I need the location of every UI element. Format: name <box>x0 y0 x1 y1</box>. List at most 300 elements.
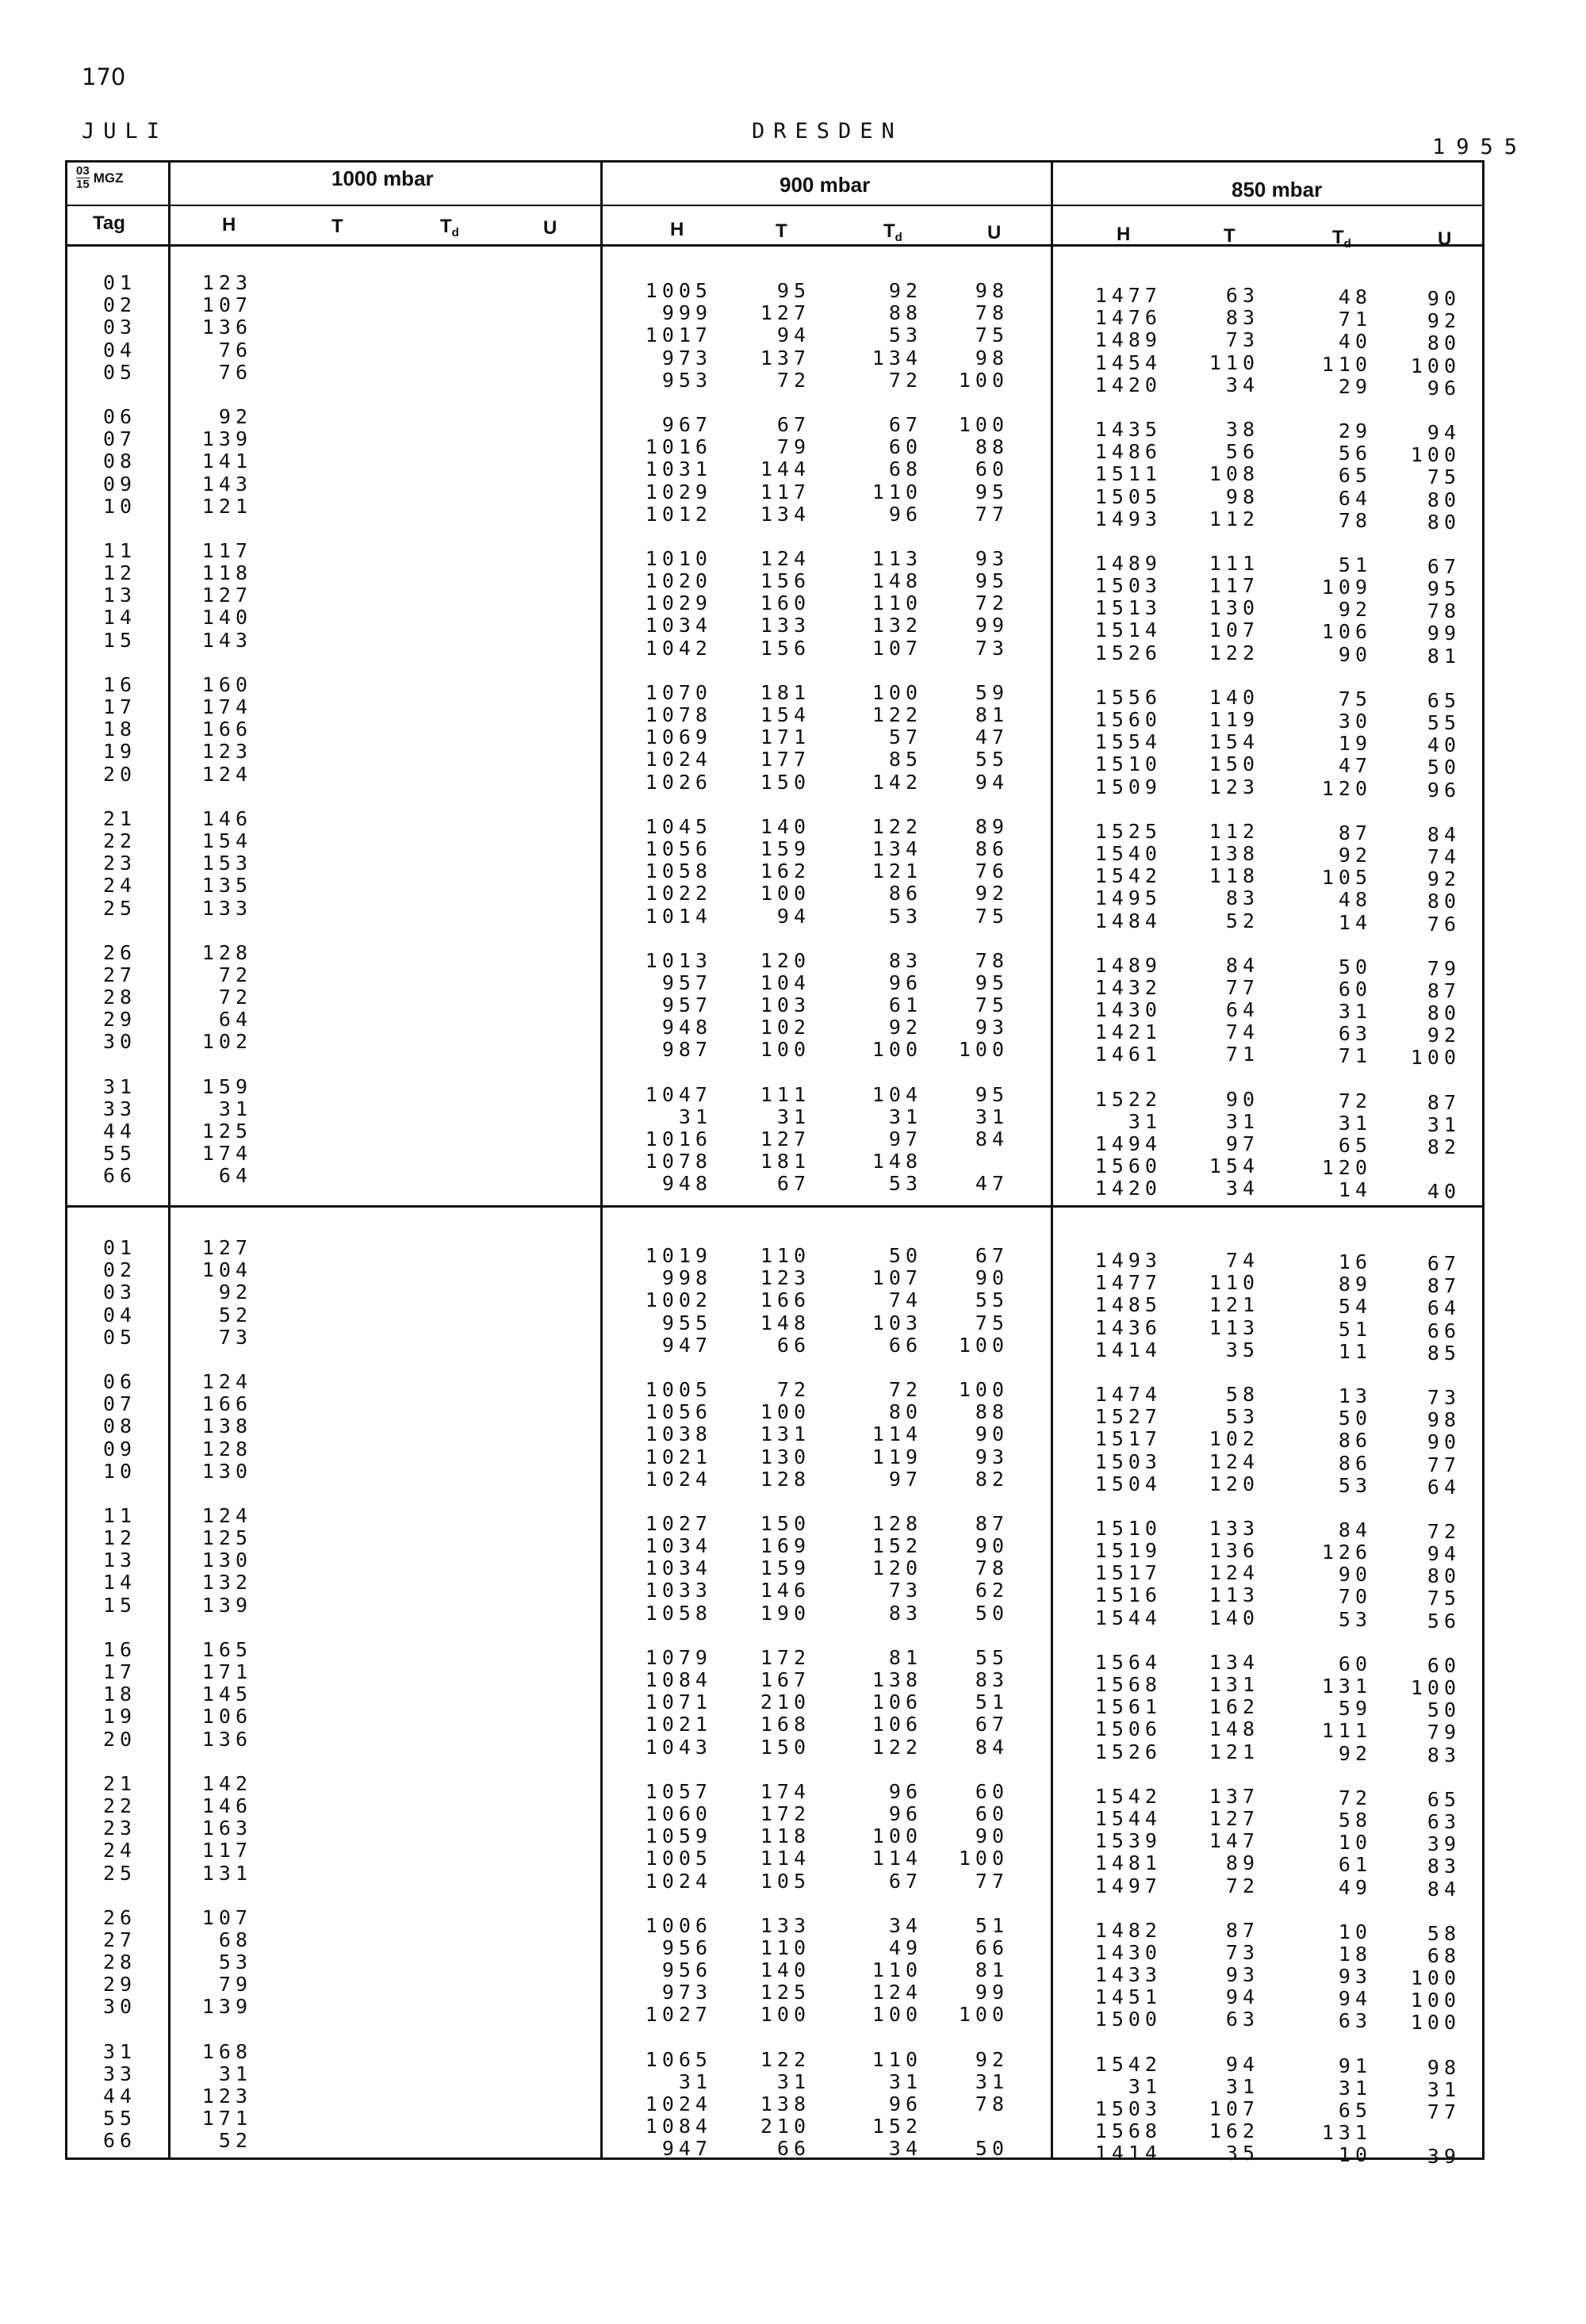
t850-column <box>1209 1250 1259 2165</box>
u850-cell: 67 <box>1427 554 1461 578</box>
h900-cell: 1012 <box>645 502 712 526</box>
h850-cell: 1414 <box>1094 2142 1162 2165</box>
day-cell: 14 <box>103 606 137 630</box>
u900-cell: 90 <box>975 1422 1009 1446</box>
u900-cell: 87 <box>975 1511 1009 1535</box>
u900-cell: 81 <box>975 703 1009 726</box>
t900-cell: 95 <box>776 279 810 302</box>
day-cell: 30 <box>103 1995 137 2019</box>
u900-cell: 75 <box>975 904 1009 928</box>
u850-cell: 73 <box>1427 1385 1461 1409</box>
h900-cell: 1033 <box>645 1579 712 1602</box>
td850-cell: 106 <box>1321 620 1372 644</box>
t850-cell: 148 <box>1209 1717 1259 1741</box>
td850-cell: 72 <box>1338 1786 1372 1809</box>
u850-cell: 100 <box>1410 443 1461 467</box>
td900-cell: 148 <box>872 569 922 593</box>
h-header-850: H <box>1117 224 1131 245</box>
td850-cell: 50 <box>1338 955 1372 978</box>
h850-cell: 1430 <box>1094 998 1162 1022</box>
day-cell: 13 <box>103 1549 137 1572</box>
h850-cell: 1517 <box>1094 1427 1162 1451</box>
td850-cell: 126 <box>1321 1541 1372 1564</box>
h1000-cell: 171 <box>201 1660 252 1683</box>
h850-cell: 1489 <box>1094 328 1162 352</box>
h900-cell: 1034 <box>645 1534 712 1558</box>
day-cell: 16 <box>103 672 137 696</box>
u900-cell: 92 <box>975 882 1009 905</box>
t850-cell: 34 <box>1225 1177 1259 1200</box>
day-cell: 04 <box>103 338 137 362</box>
td850-cell: 11 <box>1338 1339 1372 1363</box>
h850-cell: 1513 <box>1094 596 1162 620</box>
u900-cell: 67 <box>975 1713 1009 1736</box>
day-cell: 44 <box>103 2085 137 2108</box>
u900-cell: 94 <box>975 770 1009 794</box>
td900-cell: 114 <box>872 1847 922 1870</box>
t900-cell: 111 <box>760 1082 810 1106</box>
t900-cell: 110 <box>760 1244 810 1267</box>
t850-cell: 108 <box>1209 462 1259 486</box>
h900-cell: 1002 <box>645 1288 712 1312</box>
h850-cell: 1489 <box>1094 551 1162 575</box>
td900-cell: 53 <box>888 1172 922 1196</box>
td900-cell: 34 <box>888 1913 922 1937</box>
t900-cell: 172 <box>760 1801 810 1825</box>
h900-cell: 957 <box>661 971 712 994</box>
u900-cell: 93 <box>975 1445 1009 1468</box>
u900-cell: 100 <box>958 1038 1009 1062</box>
h900-cell: 1079 <box>645 1645 712 1669</box>
u850-cell: 100 <box>1410 1046 1461 1070</box>
day-cell: 03 <box>103 316 137 339</box>
h900-cell: 947 <box>661 1333 712 1357</box>
u900-cell: 55 <box>975 1645 1009 1669</box>
h1000-cell: 136 <box>201 1727 252 1751</box>
h850-cell: 1509 <box>1094 775 1162 798</box>
u850-cell: 39 <box>1427 1832 1461 1856</box>
u850-cell: 40 <box>1427 1180 1461 1204</box>
t-header-1000: T <box>331 216 343 237</box>
u850-cell: 94 <box>1427 420 1461 444</box>
u850-cell: 80 <box>1427 1564 1461 1588</box>
td850-cell: 92 <box>1338 843 1372 867</box>
td850-cell: 131 <box>1321 2121 1372 2145</box>
t900-cell: 190 <box>760 1601 810 1625</box>
day-cell: 33 <box>103 2062 137 2085</box>
td900-cell: 110 <box>872 2047 922 2071</box>
h1000-cell: 159 <box>201 1074 252 1098</box>
h900-column <box>646 280 712 1196</box>
t900-cell: 162 <box>760 860 810 883</box>
h1000-cell: 117 <box>201 538 252 562</box>
td850-cell: 91 <box>1338 2054 1372 2077</box>
t900-cell: 125 <box>760 1981 810 2004</box>
h900-cell: 1034 <box>645 1556 712 1580</box>
t900-cell: 127 <box>760 301 810 325</box>
t900-cell: 72 <box>776 1377 810 1401</box>
t900-cell: 146 <box>760 1579 810 1602</box>
h850-cell: 1560 <box>1094 708 1162 731</box>
td900-cell: 96 <box>888 502 922 526</box>
h900-cell: 1038 <box>645 1422 712 1446</box>
day-cell: 29 <box>103 1973 137 1997</box>
u900-cell: 92 <box>975 2047 1009 2071</box>
t850-cell: 72 <box>1225 1874 1259 1897</box>
td850-column <box>1322 1251 1372 2167</box>
t850-cell: 118 <box>1209 864 1259 888</box>
td850-cell: 75 <box>1338 687 1372 710</box>
h850-cell: 1486 <box>1094 440 1162 464</box>
day-cell: 05 <box>103 360 137 384</box>
u850-cell: 100 <box>1410 1676 1461 1699</box>
t850-cell: 71 <box>1225 1043 1259 1066</box>
t850-cell: 107 <box>1209 2097 1259 2120</box>
h850-cell: 1494 <box>1094 1132 1162 1155</box>
t850-cell: 122 <box>1209 641 1259 664</box>
h850-cell: 1476 <box>1094 306 1162 330</box>
h900-cell: 987 <box>661 1038 712 1062</box>
u900-cell: 60 <box>975 1801 1009 1825</box>
day-cell: 55 <box>103 2107 137 2131</box>
u900-cell: 55 <box>975 1288 1009 1312</box>
t850-cell: 121 <box>1209 1293 1259 1317</box>
u900-cell: 77 <box>975 1869 1009 1893</box>
h900-cell: 956 <box>661 1935 712 1959</box>
u900-cell: 75 <box>975 994 1009 1017</box>
h850-cell: 1500 <box>1094 2008 1162 2031</box>
t850-cell: 117 <box>1209 574 1259 598</box>
td-header-900: $T_d$ <box>883 220 902 244</box>
t850-cell: 35 <box>1225 1338 1259 1361</box>
td850-cell: 31 <box>1338 1111 1372 1135</box>
td900-cell: 49 <box>888 1935 922 1959</box>
t850-cell: 63 <box>1225 284 1259 307</box>
t900-cell: 102 <box>760 1016 810 1039</box>
days-column <box>103 272 136 1188</box>
h1000-cell: 127 <box>201 1236 252 1259</box>
td850-cell: 92 <box>1338 1741 1372 1765</box>
t850-cell: 112 <box>1209 507 1259 530</box>
td850-cell: 60 <box>1338 977 1372 1001</box>
days-column <box>103 1237 136 2153</box>
h900-cell: 1027 <box>645 2003 712 2027</box>
t900-cell: 166 <box>760 1288 810 1312</box>
h1000-cell: 143 <box>201 628 252 652</box>
day-cell: 17 <box>103 1660 137 1683</box>
h1000-cell: 107 <box>201 293 252 317</box>
td850-cell: 72 <box>1338 1089 1372 1112</box>
u850-cell: 66 <box>1427 1319 1461 1342</box>
h850-cell: 1477 <box>1094 284 1162 307</box>
h1000-cell: 31 <box>218 1097 252 1120</box>
h900-cell: 1059 <box>645 1824 712 1848</box>
h900-cell: 1021 <box>645 1713 712 1736</box>
td900-cell: 114 <box>872 1422 922 1446</box>
h900-cell: 1065 <box>645 2047 712 2071</box>
h1000-cell: 143 <box>201 472 252 496</box>
u900-cell: 99 <box>975 614 1009 637</box>
td850-cell: 31 <box>1338 2076 1372 2100</box>
h850-cell: 1542 <box>1094 864 1162 888</box>
t850-cell: 74 <box>1225 1249 1259 1272</box>
u900-cell: 99 <box>975 1981 1009 2004</box>
h900-cell: 1014 <box>645 904 712 928</box>
day-cell: 28 <box>103 986 137 1009</box>
td850-cell: 65 <box>1338 2099 1372 2122</box>
t850-cell: 73 <box>1225 328 1259 352</box>
t900-cell: 140 <box>760 1958 810 1982</box>
h1000-cell: 146 <box>201 806 252 830</box>
td850-cell: 47 <box>1338 754 1372 778</box>
u900-cell: 55 <box>975 748 1009 771</box>
td900-cell: 73 <box>888 1579 922 1602</box>
td900-cell: 100 <box>872 1038 922 1062</box>
td900-cell: 132 <box>872 614 922 637</box>
u850-cell: 65 <box>1427 688 1461 712</box>
h850-cell: 1544 <box>1094 1606 1162 1629</box>
day-cell: 13 <box>103 584 137 607</box>
h1000-cell: 139 <box>201 1995 252 2019</box>
day-cell: 66 <box>103 2129 137 2153</box>
day-cell: 15 <box>103 628 137 652</box>
u850-cell: 56 <box>1427 1609 1461 1633</box>
t900-cell: 94 <box>776 324 810 347</box>
h850-cell: 1511 <box>1094 462 1162 486</box>
td850-cell: 53 <box>1338 1607 1372 1631</box>
h1000-cell: 154 <box>201 829 252 852</box>
u900-cell: 95 <box>975 971 1009 994</box>
td900-cell: 53 <box>888 904 922 928</box>
h900-cell: 1026 <box>645 770 712 794</box>
tag-header: Tag <box>93 212 125 234</box>
t900-cell: 156 <box>760 569 810 593</box>
day-cell: 09 <box>103 1437 137 1461</box>
td850-cell: 53 <box>1338 1473 1372 1497</box>
day-cell: 20 <box>103 762 137 786</box>
td900-cell: 113 <box>872 546 922 570</box>
h850-cell: 1497 <box>1094 1874 1162 1897</box>
h850-cell: 1420 <box>1094 373 1162 396</box>
h1000-cell: 121 <box>201 494 252 518</box>
t900-cell: 156 <box>760 636 810 660</box>
t900-cell: 100 <box>760 882 810 905</box>
u900-cell: 93 <box>975 1016 1009 1039</box>
t850-cell: 87 <box>1225 1918 1259 1942</box>
h900-cell: 1057 <box>645 1779 712 1803</box>
h900-cell: 1005 <box>645 1847 712 1870</box>
day-cell: 29 <box>103 1008 137 1032</box>
h900-cell: 1013 <box>645 948 712 972</box>
td900-cell: 138 <box>872 1668 922 1691</box>
h-header-1000: H <box>222 214 236 235</box>
day-cell: 10 <box>103 1459 137 1483</box>
t900-cell: 154 <box>760 703 810 726</box>
u850-cell: 67 <box>1427 1252 1461 1275</box>
u900-cell: 100 <box>958 1333 1009 1357</box>
td850-cell: 19 <box>1338 732 1372 756</box>
u850-cell: 84 <box>1427 822 1461 846</box>
h850-column <box>1095 1250 1162 2165</box>
h850-cell: 1506 <box>1094 1717 1162 1741</box>
h1000-cell: 72 <box>218 963 252 986</box>
h900-cell: 1045 <box>645 814 712 838</box>
t900-cell: 140 <box>760 814 810 838</box>
h850-cell: 1505 <box>1094 484 1162 508</box>
td850-cell: 61 <box>1338 1853 1372 1877</box>
t850-cell: 138 <box>1209 841 1259 865</box>
td850-cell: 10 <box>1338 1831 1372 1855</box>
td850-cell: 86 <box>1338 1451 1372 1475</box>
h900-cell: 1016 <box>645 435 712 459</box>
td900-cell: 67 <box>888 412 922 436</box>
h850-cell: 1510 <box>1094 752 1162 776</box>
td850-cell: 48 <box>1338 888 1372 912</box>
h1000-cell: 135 <box>201 874 252 898</box>
td900-cell: 31 <box>888 1105 922 1128</box>
td850-cell: 10 <box>1338 2143 1372 2167</box>
h1000-cell: 146 <box>201 1794 252 1817</box>
td900-column <box>872 1245 922 2161</box>
td900-cell: 107 <box>872 636 922 660</box>
h900-cell: 1042 <box>645 636 712 660</box>
day-cell: 18 <box>103 718 137 741</box>
u850-cell: 87 <box>1427 978 1461 1002</box>
u900-cell <box>959 1151 1009 1173</box>
u900-cell: 100 <box>958 368 1009 392</box>
h1000-cell: 130 <box>201 1459 252 1483</box>
u900-cell: 82 <box>975 1467 1009 1491</box>
day-cell: 28 <box>103 1951 137 1974</box>
day-cell: 27 <box>103 963 137 986</box>
day-cell: 30 <box>103 1030 137 1054</box>
u900-cell: 81 <box>975 1958 1009 1982</box>
h900-cell: 1069 <box>645 726 712 749</box>
u850-cell: 55 <box>1427 711 1461 734</box>
u900-cell: 60 <box>975 1779 1009 1803</box>
u900-cell <box>959 2115 1009 2138</box>
td900-column <box>872 280 922 1196</box>
day-cell: 02 <box>103 1258 137 1282</box>
td900-cell: 128 <box>872 1511 922 1535</box>
h900-cell: 948 <box>661 1172 712 1196</box>
td900-cell: 119 <box>872 1445 922 1468</box>
h1000-cell: 68 <box>218 1928 252 1951</box>
h850-cell: 1436 <box>1094 1315 1162 1339</box>
day-cell: 31 <box>103 2039 137 2063</box>
u850-cell: 99 <box>1427 622 1461 645</box>
td900-cell: 60 <box>888 435 922 459</box>
t850-cell: 113 <box>1209 1315 1259 1339</box>
h-header-900: H <box>670 219 684 240</box>
td900-cell: 97 <box>888 1467 922 1491</box>
h850-column <box>1095 285 1162 1200</box>
t850-cell: 31 <box>1225 1109 1259 1133</box>
h850-cell: 1430 <box>1094 1940 1162 1964</box>
h1000-cell: 79 <box>218 1973 252 1997</box>
t900-cell: 72 <box>776 368 810 392</box>
t900-cell: 66 <box>776 2137 810 2161</box>
u850-cell: 31 <box>1427 2077 1461 2101</box>
t850-cell: 147 <box>1209 1829 1259 1853</box>
u900-cell: 72 <box>975 592 1009 615</box>
td850-cell: 51 <box>1338 553 1372 576</box>
h900-cell: 1043 <box>645 1735 712 1759</box>
u-header-1000: U <box>543 217 557 239</box>
t900-cell: 100 <box>760 1038 810 1062</box>
t900-cell: 79 <box>776 435 810 459</box>
h850-cell: 1489 <box>1094 953 1162 977</box>
day-cell: 02 <box>103 293 137 317</box>
day-cell: 03 <box>103 1281 137 1304</box>
td850-cell: 63 <box>1338 1022 1372 1046</box>
h1000-cell: 52 <box>218 1303 252 1327</box>
h850-cell: 1503 <box>1094 1449 1162 1473</box>
h900-cell: 947 <box>661 2137 712 2161</box>
td900-cell: 53 <box>888 324 922 347</box>
td850-cell: 14 <box>1338 1178 1372 1202</box>
h1000-cell: 107 <box>201 1905 252 1929</box>
day-cell: 01 <box>103 271 137 294</box>
u850-cell: 80 <box>1427 510 1461 534</box>
t850-cell: 127 <box>1209 1806 1259 1830</box>
t850-cell: 123 <box>1209 775 1259 798</box>
h1000-cell: 142 <box>201 1771 252 1795</box>
h900-cell: 1005 <box>645 1377 712 1401</box>
td900-cell: 31 <box>888 2069 922 2093</box>
td900-cell: 100 <box>872 680 922 704</box>
u850-cell: 68 <box>1427 1943 1461 1967</box>
u900-cell: 73 <box>975 636 1009 660</box>
h1000-cell: 165 <box>201 1637 252 1661</box>
day-cell: 12 <box>103 561 137 585</box>
h1000-cell: 104 <box>201 1258 252 1282</box>
u900-cell: 51 <box>975 1913 1009 1937</box>
u900-cell: 78 <box>975 301 1009 325</box>
u850-cell: 78 <box>1427 599 1461 623</box>
td900-cell: 66 <box>888 1333 922 1357</box>
td900-cell: 134 <box>872 837 922 860</box>
h900-cell: 31 <box>678 2069 712 2093</box>
t850-cell: 124 <box>1209 1449 1259 1473</box>
h1000-cell: 139 <box>201 1593 252 1617</box>
t900-cell: 100 <box>760 1400 810 1424</box>
u900-cell: 88 <box>975 1400 1009 1424</box>
level-1000-header: 1000 mbar <box>331 167 434 190</box>
t900-cell: 120 <box>760 948 810 972</box>
day-cell: 12 <box>103 1526 137 1550</box>
column-divider <box>1051 160 1053 2160</box>
u850-cell: 79 <box>1427 956 1461 980</box>
t900-column <box>760 280 810 1196</box>
td850-cell: 87 <box>1338 821 1372 844</box>
t850-cell: 31 <box>1225 2074 1259 2098</box>
td850-cell: 58 <box>1338 1808 1372 1832</box>
t900-cell: 94 <box>776 904 810 928</box>
h1000-cell: 138 <box>201 1415 252 1438</box>
h850-cell: 1433 <box>1094 1963 1162 1987</box>
h850-cell: 1495 <box>1094 886 1162 910</box>
t900-cell: 66 <box>776 1333 810 1357</box>
td900-cell: 83 <box>888 1601 922 1625</box>
t850-cell: 140 <box>1209 1606 1259 1629</box>
day-cell: 17 <box>103 695 137 718</box>
t850-cell: 121 <box>1209 1740 1259 1763</box>
h900-cell: 957 <box>661 994 712 1017</box>
td850-cell: 65 <box>1338 1134 1372 1157</box>
t850-cell: 162 <box>1209 2119 1259 2143</box>
h850-cell: 1564 <box>1094 1650 1162 1674</box>
